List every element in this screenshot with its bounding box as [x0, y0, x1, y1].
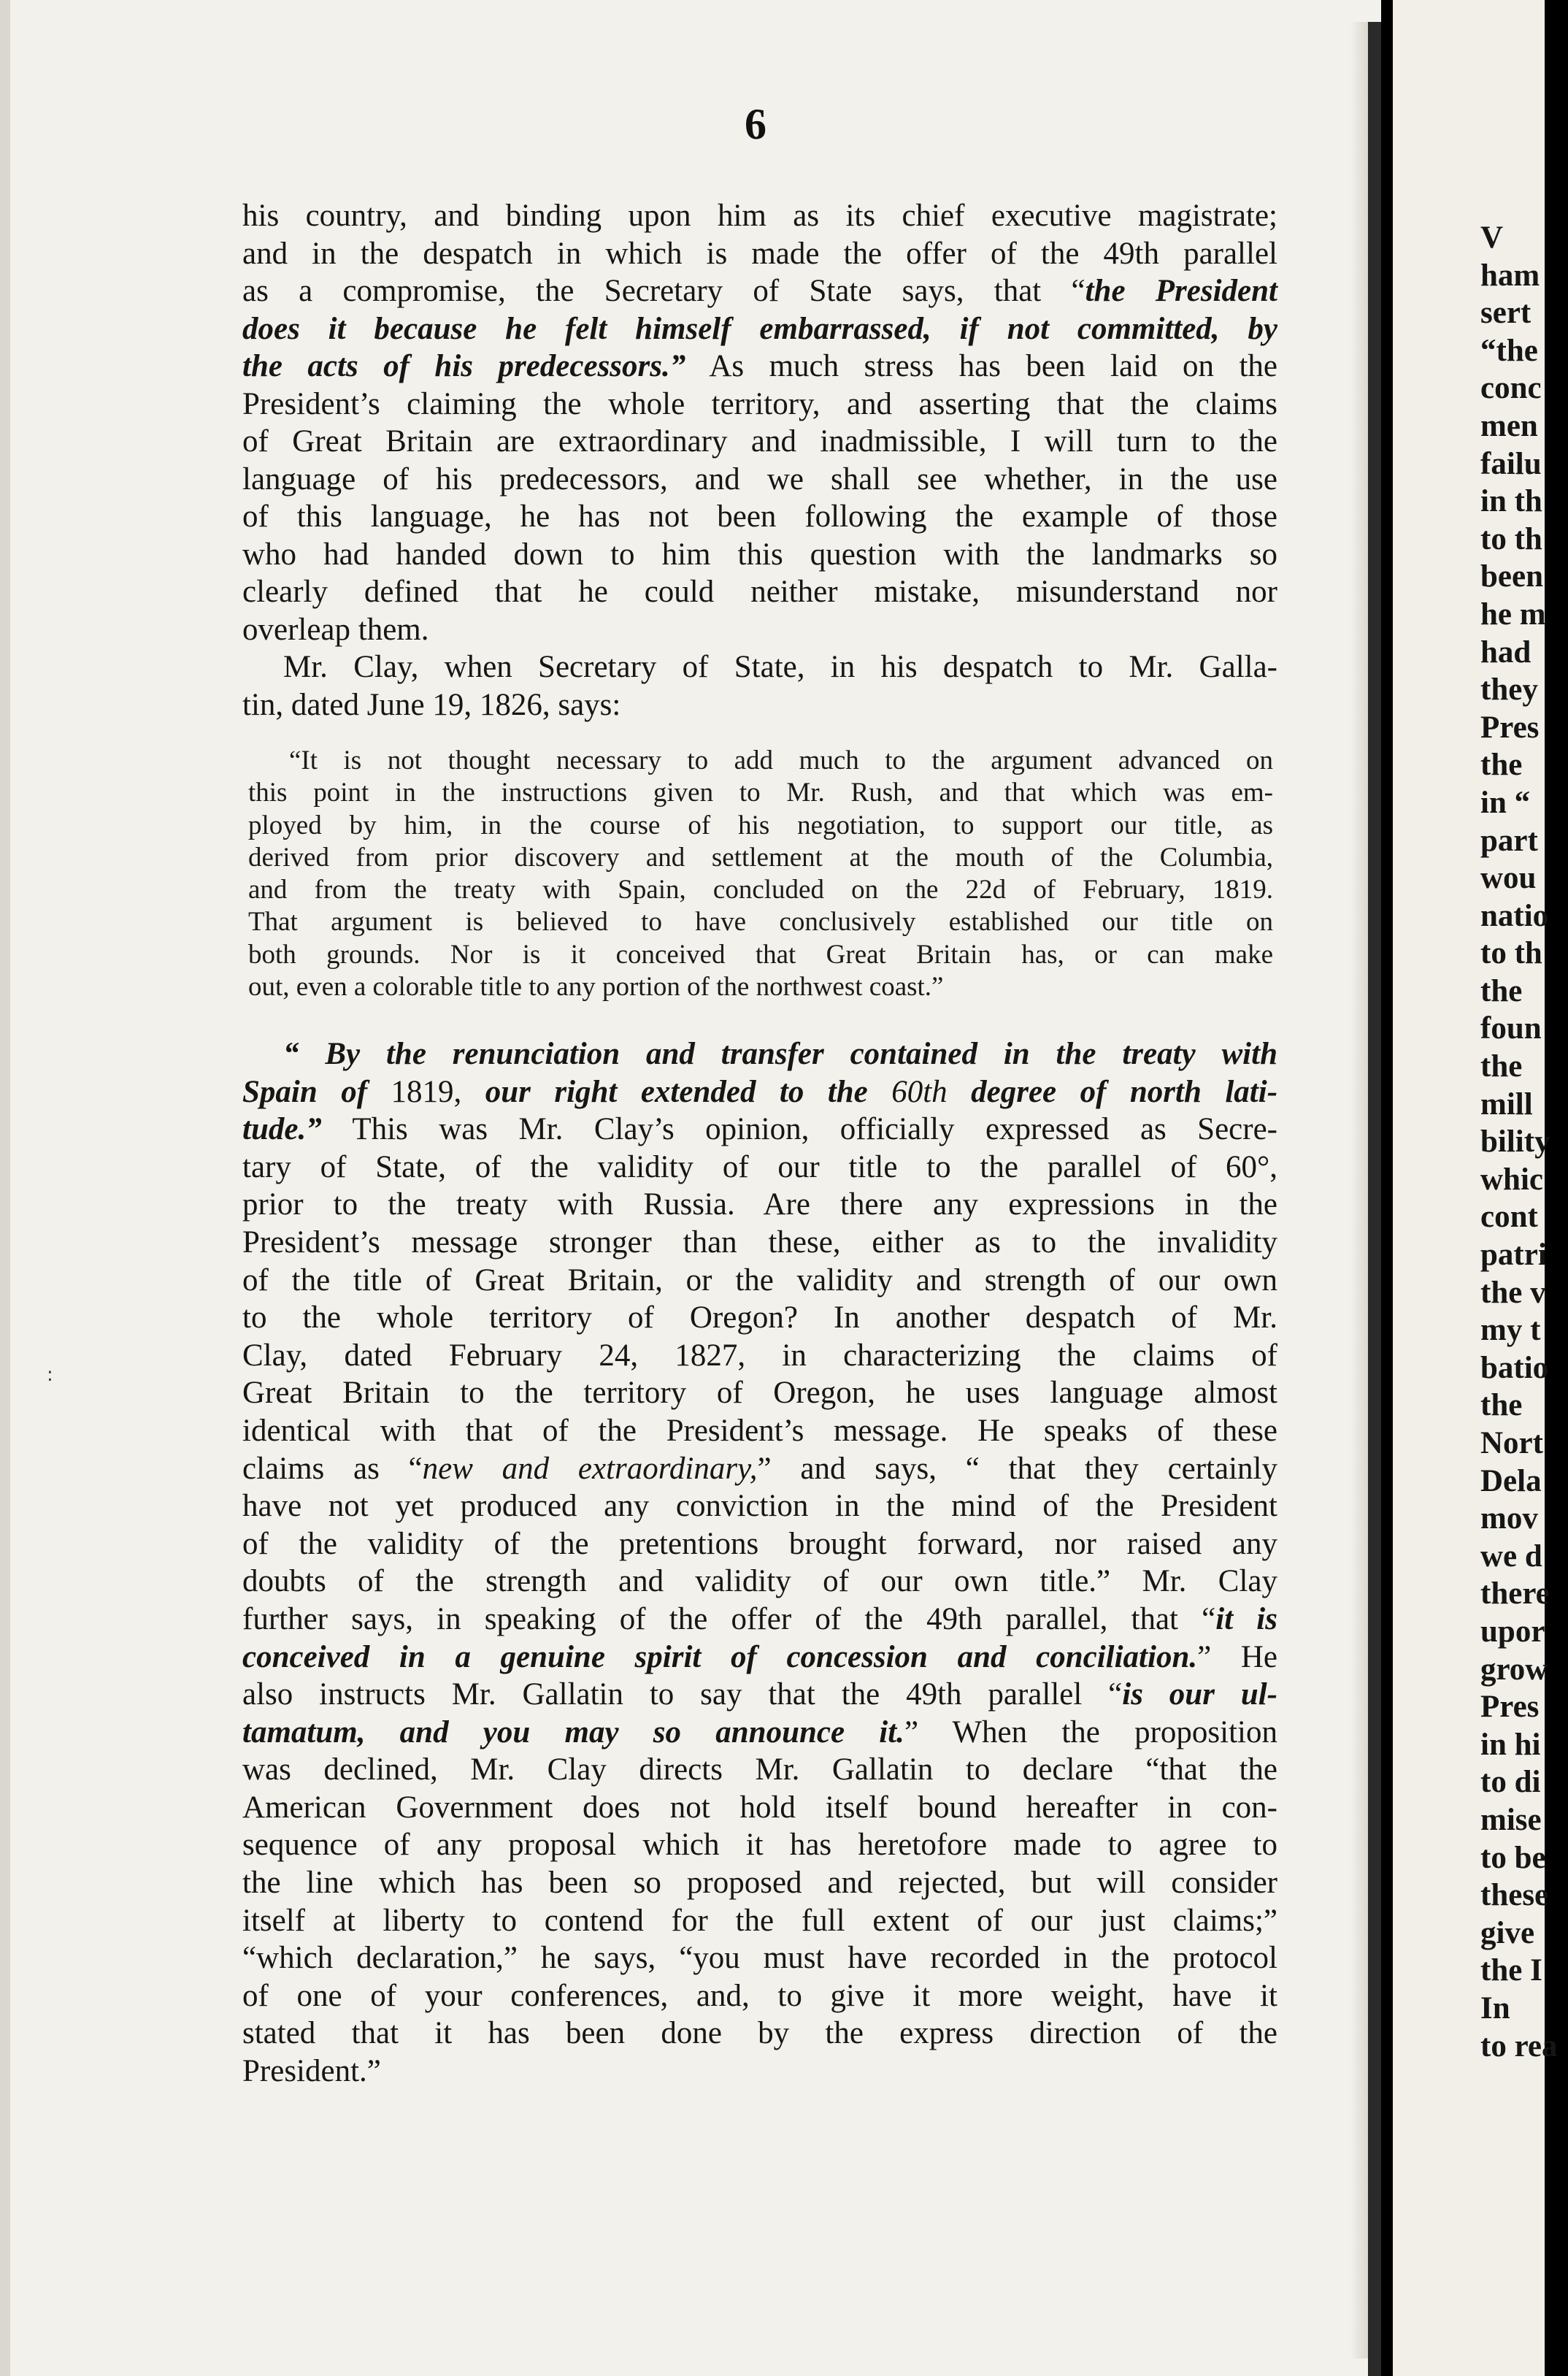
- margin-mark: :: [47, 1364, 53, 1386]
- binding-shadow: [1368, 22, 1381, 2376]
- quote-line: and from the treaty with Spain, concluded on the 22d of February, 1819.: [248, 875, 1273, 905]
- facing-fragment: to rea: [1480, 2028, 1558, 2063]
- facing-fragment: grow: [1480, 1652, 1548, 1687]
- facing-fragment: they: [1480, 672, 1538, 708]
- facing-fragment: bility: [1480, 1124, 1550, 1160]
- facing-fragment: mise: [1480, 1802, 1542, 1837]
- facing-page: [1393, 0, 1558, 2376]
- facing-fragment: In: [1480, 1990, 1510, 2026]
- facing-fragment: sert: [1480, 296, 1532, 331]
- text-line: President.”: [242, 2054, 381, 2089]
- facing-fragment: had: [1480, 635, 1532, 670]
- facing-fragment: V: [1480, 221, 1504, 255]
- facing-fragment: to th: [1480, 936, 1542, 971]
- facing-fragment: the I: [1480, 1953, 1542, 1988]
- text-line: of one of your conferences, and, to give it more weight, have it: [242, 1978, 1277, 2013]
- facing-fragment: cont: [1480, 1200, 1538, 1235]
- facing-fragment: Nort: [1480, 1426, 1543, 1460]
- text-line: tin, dated June 19, 1826, says:: [242, 687, 621, 722]
- text-line: tamatum, and you may so announce it.” When the proposition: [242, 1714, 1278, 1750]
- text-line: President’s message stronger than these, either as to the invalidity: [242, 1225, 1277, 1260]
- facing-fragment: been: [1480, 559, 1543, 594]
- text-line: have not yet produced any conviction in the mind of the President: [242, 1489, 1277, 1524]
- text-line: “ By the renunciation and transfer contained in the treaty with: [283, 1037, 1277, 1071]
- facing-fragment: we d: [1480, 1538, 1542, 1574]
- text-line: Spain of 1819, our right extended to the 60th degree of north lati-: [242, 1074, 1278, 1109]
- text-line: Great Britain to the territory of Oregon, he uses language almost: [242, 1376, 1277, 1411]
- facing-fragment: upor: [1480, 1614, 1545, 1649]
- facing-fragment: mov: [1480, 1501, 1538, 1536]
- text-line: also instructs Mr. Gallatin to say that the 49th parallel “is our ul-: [242, 1677, 1277, 1712]
- facing-fragment: the: [1480, 1049, 1523, 1084]
- text-line: sequence of any proposal which it has heretofore made to agree to: [242, 1828, 1277, 1863]
- text-line: his country, and binding upon him as its chief executive magistrate;: [242, 199, 1277, 233]
- page-edge-shadow: [0, 0, 10, 2376]
- quote-line: That argument is believed to have conclusively established our title on: [248, 907, 1273, 938]
- text-line: language of his predecessors, and we shall see whether, in the use: [242, 461, 1277, 497]
- facing-fragment: wou: [1480, 861, 1537, 896]
- quote-line: out, even a colorable title to any portion of the northwest coast.”: [248, 972, 944, 1003]
- facing-fragment: give: [1480, 1915, 1535, 1950]
- facing-fragment: failu: [1480, 446, 1542, 481]
- facing-fragment: my t: [1480, 1313, 1541, 1348]
- facing-fragment: part: [1480, 823, 1538, 858]
- text-line: to the whole territory of Oregon? In another despatch of Mr.: [242, 1300, 1277, 1335]
- text-line: the line which has been so proposed and rejected, but will consider: [242, 1866, 1277, 1901]
- text-line: and in the despatch in which is made the offer of the 49th parallel: [242, 236, 1277, 271]
- facing-fragment: Pres: [1480, 710, 1540, 745]
- facing-fragment: Dela: [1480, 1463, 1542, 1498]
- text-line: was declined, Mr. Clay directs Mr. Gallatin to declare “that the: [242, 1752, 1277, 1787]
- facing-fragment: conc: [1480, 371, 1542, 406]
- facing-fragment: to di: [1480, 1765, 1541, 1800]
- facing-fragment: men: [1480, 408, 1538, 443]
- facing-fragment: he m: [1480, 597, 1546, 632]
- facing-fragment: in “: [1480, 785, 1531, 820]
- paragraph-2: [242, 1035, 1277, 2091]
- facing-fragment: whic: [1480, 1162, 1543, 1197]
- text-line: tude.” This was Mr. Clay’s opinion, officially expressed as Secre-: [242, 1112, 1277, 1147]
- quote-line: both grounds. Nor is it conceived that Great Britain has, or can make: [248, 939, 1273, 970]
- paragraph-1: [242, 197, 1277, 724]
- quote-line: ployed by him, in the course of his negotiation, to support our title, as: [248, 810, 1273, 840]
- facing-fragment: Pres: [1480, 1690, 1540, 1725]
- quote-line: derived from prior discovery and settlement at the mouth of the Columbia,: [248, 842, 1273, 873]
- text-line: of this language, he has not been following the example of those: [242, 499, 1277, 534]
- text-line: of Great Britain are extraordinary and inadmissible, I will turn to the: [242, 424, 1277, 459]
- facing-fragment: to be: [1480, 1840, 1546, 1875]
- text-line: clearly defined that he could neither mistake, misunderstand nor: [242, 575, 1277, 609]
- text-line: overleap them.: [242, 612, 429, 647]
- text-line: claims as “new and extraordinary,” and says, “ that they certainly: [242, 1451, 1277, 1486]
- text-line: prior to the treaty with Russia. Are there any expressions in the: [242, 1187, 1277, 1222]
- text-line: Mr. Clay, when Secretary of State, in his despatch to Mr. Galla-: [283, 650, 1277, 684]
- text-line: stated that it has been done by the express direction of the: [242, 2016, 1277, 2051]
- facing-fragment: mill: [1480, 1087, 1533, 1122]
- text-line: President’s claiming the whole territory, and asserting that the claims: [242, 386, 1277, 421]
- facing-fragment: the v: [1480, 1275, 1546, 1310]
- page-number: 6: [745, 100, 766, 148]
- facing-fragment: the: [1480, 973, 1523, 1008]
- text-line: identical with that of the President’s message. He speaks of these: [242, 1413, 1277, 1448]
- facing-fragment: foun: [1480, 1011, 1542, 1046]
- facing-fragment: patri: [1480, 1238, 1547, 1273]
- text-line: the acts of his predecessors.” As much stress has been laid on the: [242, 349, 1277, 383]
- quote-line: “It is not thought necessary to add much to the argument advanced on: [289, 746, 1273, 775]
- facing-fragment: natio: [1480, 898, 1549, 933]
- facing-fragment: these: [1480, 1878, 1549, 1913]
- facing-fragment: to th: [1480, 521, 1542, 556]
- quote-line: this point in the instructions given to Mr. Rush, and that which was em-: [248, 778, 1273, 808]
- text-line: “which declaration,” he says, “you must have recorded in the protocol: [242, 1941, 1277, 1976]
- facing-fragment: in th: [1480, 484, 1542, 519]
- facing-fragment: ham: [1480, 258, 1540, 293]
- facing-fragment: batio: [1480, 1350, 1549, 1385]
- text-line: itself at liberty to contend for the full extent of our just claims;”: [242, 1903, 1277, 1938]
- facing-fragment: there: [1480, 1576, 1550, 1612]
- facing-fragment: the: [1480, 1388, 1523, 1423]
- text-line: conceived in a genuine spirit of concession and conciliation.” He: [242, 1639, 1277, 1674]
- text-line: tary of State, of the validity of our title to the parallel of 60°,: [242, 1149, 1277, 1184]
- text-line: does it because he felt himself embarrassed, if not committed, by: [242, 311, 1277, 346]
- facing-fragment: in hi: [1480, 1727, 1541, 1762]
- text-line: Clay, dated February 24, 1827, in characterizing the claims of: [242, 1338, 1277, 1373]
- text-line: who had handed down to him this question with the landmarks so: [242, 537, 1277, 572]
- text-line: doubts of the strength and validity of our own title.” Mr. Clay: [242, 1564, 1277, 1599]
- text-line: as a compromise, the Secretary of State says, that “the President: [242, 274, 1277, 308]
- block-quote: [248, 745, 1273, 1003]
- facing-fragment: the: [1480, 748, 1523, 783]
- text-line: further says, in speaking of the offer of the 49th parallel, that “it is: [242, 1601, 1277, 1636]
- text-line: of the validity of the pretentions brought forward, nor raised any: [242, 1526, 1277, 1561]
- text-line: American Government does not hold itself bound hereafter in con-: [242, 1790, 1277, 1825]
- facing-page-text: [1480, 219, 1568, 2065]
- text-line: of the title of Great Britain, or the validity and strength of our own: [242, 1262, 1277, 1298]
- facing-fragment: “the: [1480, 333, 1538, 368]
